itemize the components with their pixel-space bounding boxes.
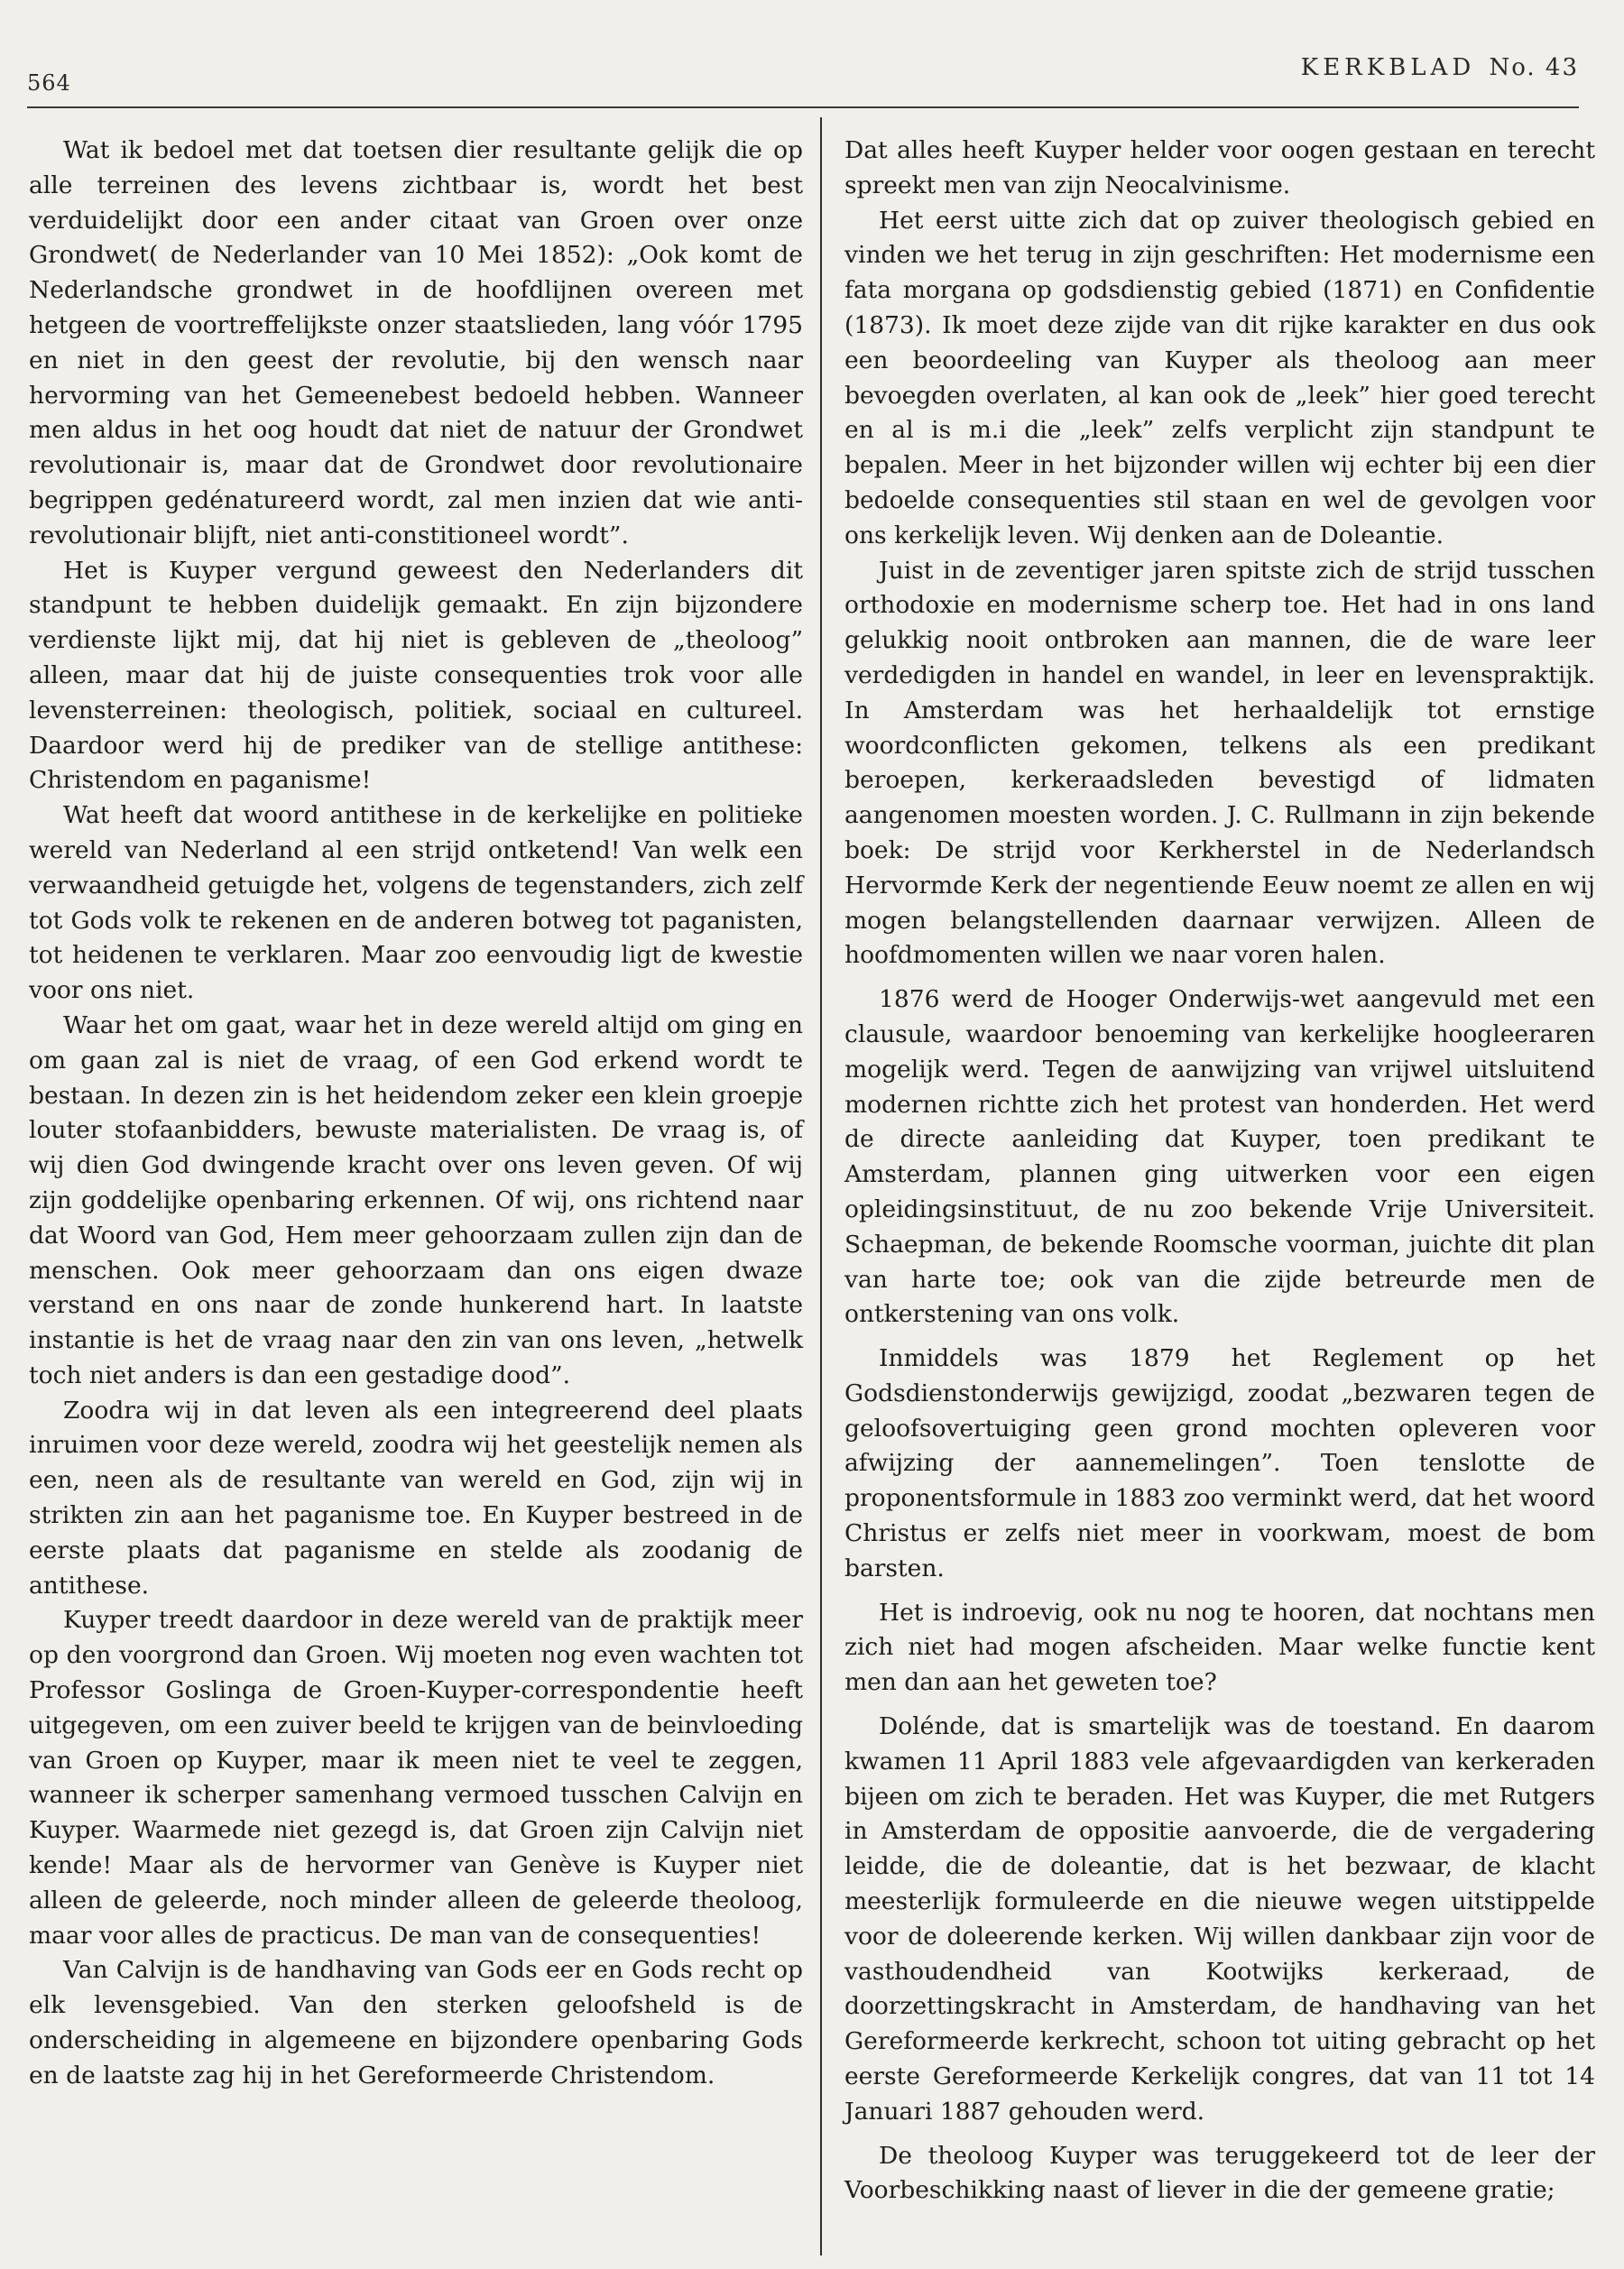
paragraph: Dat alles heeft Kuyper helder voor oogen gestaan en terecht spreekt men van zijn Neocalvinisme. — [844, 136, 1595, 199]
paragraph: Zoodra wij in dat leven als een integreerend deel plaats inruimen voor deze wereld, zoodra wij het geestelijk nemen als een, neen als de resultante van wereld en God, zijn wij in strikten zin aan het paganisme toe. En Kuyper bestreed in de eerste plaats dat paganisme en stelde als zoodanig de antithese. — [29, 1396, 803, 1600]
paragraph: Inmiddels was 1879 het Reglement op het Godsdienstonderwijs gewijzigd, zoodat „bezwaren tegen de geloofsovertuiging geen grond mochten opleveren voor afwijzing der aannemelingen”. Toen tenslotte de proponentsformule in 1883 zoo verminkt werd, dat het woord Christus er zelfs niet meer in voorkwam, moest de bom barsten. — [844, 1344, 1595, 1582]
paragraph: Van Calvijn is de handhaving van Gods eer en Gods recht op elk levensgebied. Van den sterken geloofsheld is de onderscheiding in algemeene en bijzondere openbaring Gods en de laatste zag hij in het Gereformeerde Christendom. — [29, 1956, 803, 2089]
paragraph: Waar het om gaat, waar het in deze wereld altijd om ging en om gaan zal is niet de vraag, of een God erkend wordt te bestaan. In dezen zin is het heidendom zeker een klein groepje louter stofaanbidders, bewuste materialisten. De vraag is, of wij dien God dwingende kracht over ons leven geven. Of wij zijn goddelijke openbaring erkennen. Of wij, ons richtend naar dat Woord van God, Hem meer gehoorzaam zullen zijn dan de menschen. Ook meer gehoorzaam dan ons eigen dwaze verstand en ons naar de zonde hunkerend hart. In laatste instantie is het de vraag naar den zin van ons leven, „hetwelk toch niet anders is dan een gestadige dood”. — [29, 1010, 803, 1389]
column-divider — [820, 117, 822, 2255]
paragraph: Wat heeft dat woord antithese in de kerkelijke en politieke wereld van Nederland al een strijd ontketend! Van welk een verwaandheid getuigde het, volgens de tegenstanders, zich zelf tot Gods volk te rekenen en de anderen botweg tot paganisten, tot heidenen te verklaren. Maar zoo eenvoudig ligt de kwestie voor ons niet. — [29, 801, 803, 1005]
paragraph: Dolénde, dat is smartelijk was de toestand. En daarom kwamen 11 April 1883 vele afgevaardigden van kerkeraden bijeen om zich te beraden. Het was Kuyper, die met Rutgers in Amsterdam de oppositie aanvoerde, die de vergadering leidde, die de doleantie, dat is het bezwaar, de klacht meesterlijk formuleerde en die nieuwe wegen uitstippelde voor de doleerende kerken. Wij willen dankbaar zijn voor de vasthoudendheid van Kootwijks kerkeraad, de doorzettingskracht in Amsterdam, de handhaving van het Gereformeerde kerkrecht, schoon tot uiting gebracht op het eerste Gereformeerde Kerkelijk congres, dat van 11 tot 14 Januari 1887 gehouden werd. — [844, 1712, 1595, 2126]
running-head — [1301, 54, 1579, 81]
paragraph: Het is indroevig, ook nu nog te hooren, dat nochtans men zich niet had mogen afscheiden. Maar welke functie kent men dan aan het geweten toe? — [844, 1598, 1595, 1697]
paragraph: 1876 werd de Hooger Onderwijs-wet aangevuld met een clausule, waardoor benoeming van kerkelijke hoogleeraren mogelijk werd. Tegen de aanwijzing van vrijwel uitsluitend modernen richtte zich het protest van honderden. Het werd de directe aanleiding dat Kuyper, toen predikant te Amsterdam, plannen ging uitwerken voor een eigen opleidingsinstituut, de nu zoo bekende Vrije Universiteit. Schaepman, de bekende Roomsche voorman, juichte dit plan van harte toe; ook van die zijde betreurde men de ontkerstening van ons volk. — [844, 985, 1595, 1329]
paragraph: Het eerst uitte zich dat op zuiver theologisch gebied en vinden we het terug in zijn geschriften: Het modernisme een fata morgana op godsdienstig gebied (1871) en Confidentie (1873). Ik moet deze zijde van dit rijke karakter en dus ook een beoordeeling van Kuyper als theoloog aan meer bevoegden overlaten, al kan ook de „leek” hier goed terecht en al is m.i die „leek” zelfs verplicht zijn standpunt te bepalen. Meer in het bijzonder willen wij echter bij een dier bedoelde consequenties stil staan en wel de gevolgen voor ons kerkelijk leven. Wij denken aan de Doleantie. — [844, 206, 1595, 549]
paragraph: De theoloog Kuyper was teruggekeerd tot de leer der Voorbeschikking naast of liever in die der gemeene gratie; — [844, 2141, 1595, 2205]
right-column — [844, 134, 1595, 2209]
header-rule — [27, 106, 1579, 108]
page-number: 564 — [27, 70, 71, 96]
paragraph: Kuyper treedt daardoor in deze wereld van de praktijk meer op den voorgrond dan Groen. Wij moeten nog even wachten tot Professor Goslinga de Groen-Kuyper-correspondentie heeft uitgegeven, om een zuiver beeld te krijgen van de beinvloeding van Groen op Kuyper, maar ik meen niet te veel te zeggen, wanneer ik scherper samenhang vermoed tusschen Calvijn en Kuyper. Waarmede niet gezegd is, dat Groen zijn Calvijn niet kende! Maar als de hervormer van Genève is Kuyper niet alleen de geleerde, noch minder alleen de geleerde theoloog, maar voor alles de practicus. De man van de consequenties! — [29, 1606, 803, 1950]
paragraph: Het is Kuyper vergund geweest den Nederlanders dit standpunt te hebben duidelijk gemaakt. En zijn bijzondere verdienste lijkt mij, dat hij niet is gebleven de „theoloog” alleen, maar dat hij de juiste consequenties trok voor alle levensterreinen: theologisch, politiek, sociaal en cultureel. Daardoor werd hij de prediker van de stellige antithese: Christendom en paganisme! — [29, 556, 803, 795]
paragraph: Juist in de zeventiger jaren spitste zich de strijd tusschen orthodoxie en modernisme scherp toe. Het had in ons land gelukkig nooit ontbroken aan mannen, die de ware leer verdedigden in handel en wandel, in leer en levenspraktijk. In Amsterdam was het herhaaldelijk tot ernstige woordconflicten gekomen, telkens als een predikant beroepen, kerkeraadsleden bevestigd of lidmaten aangenomen moesten worden. J. C. Rullmann in zijn bekende boek: De strijd voor Kerkherstel in de Nederlandsch Hervormde Kerk der negentiende Eeuw noemt ze allen en wij mogen belangstellenden daarnaar verwijzen. Alleen de hoofdmomenten willen we naar voren halen. — [844, 556, 1595, 970]
issue-label: No. 43 — [1489, 54, 1579, 81]
journal-title: KERKBLAD — [1300, 54, 1476, 81]
paragraph: Wat ik bedoel met dat toetsen dier resultante gelijk die op alle terreinen des levens zichtbaar is, wordt het best verduidelijkt door een ander citaat van Groen over onze Grondwet( de Nederlander van 10 Mei 1852): „Ook komt de Nederlandsche grondwet in de hoofdlijnen overeen met hetgeen de voortreffelijkste onzer staatslieden, lang vóór 1795 en niet in den geest der revolutie, bij den wensch naar hervorming van het Gemeenebest bedoeld hebben. Wanneer men aldus in het oog houdt dat niet de natuur der Grondwet revolutionair is, maar dat de Grondwet door revolutionaire begrippen gedénatureerd wordt, zal men inzien dat wie anti-revolutionair blijft, niet anti-constitioneel wordt”. — [29, 136, 803, 549]
left-column — [29, 134, 803, 2094]
